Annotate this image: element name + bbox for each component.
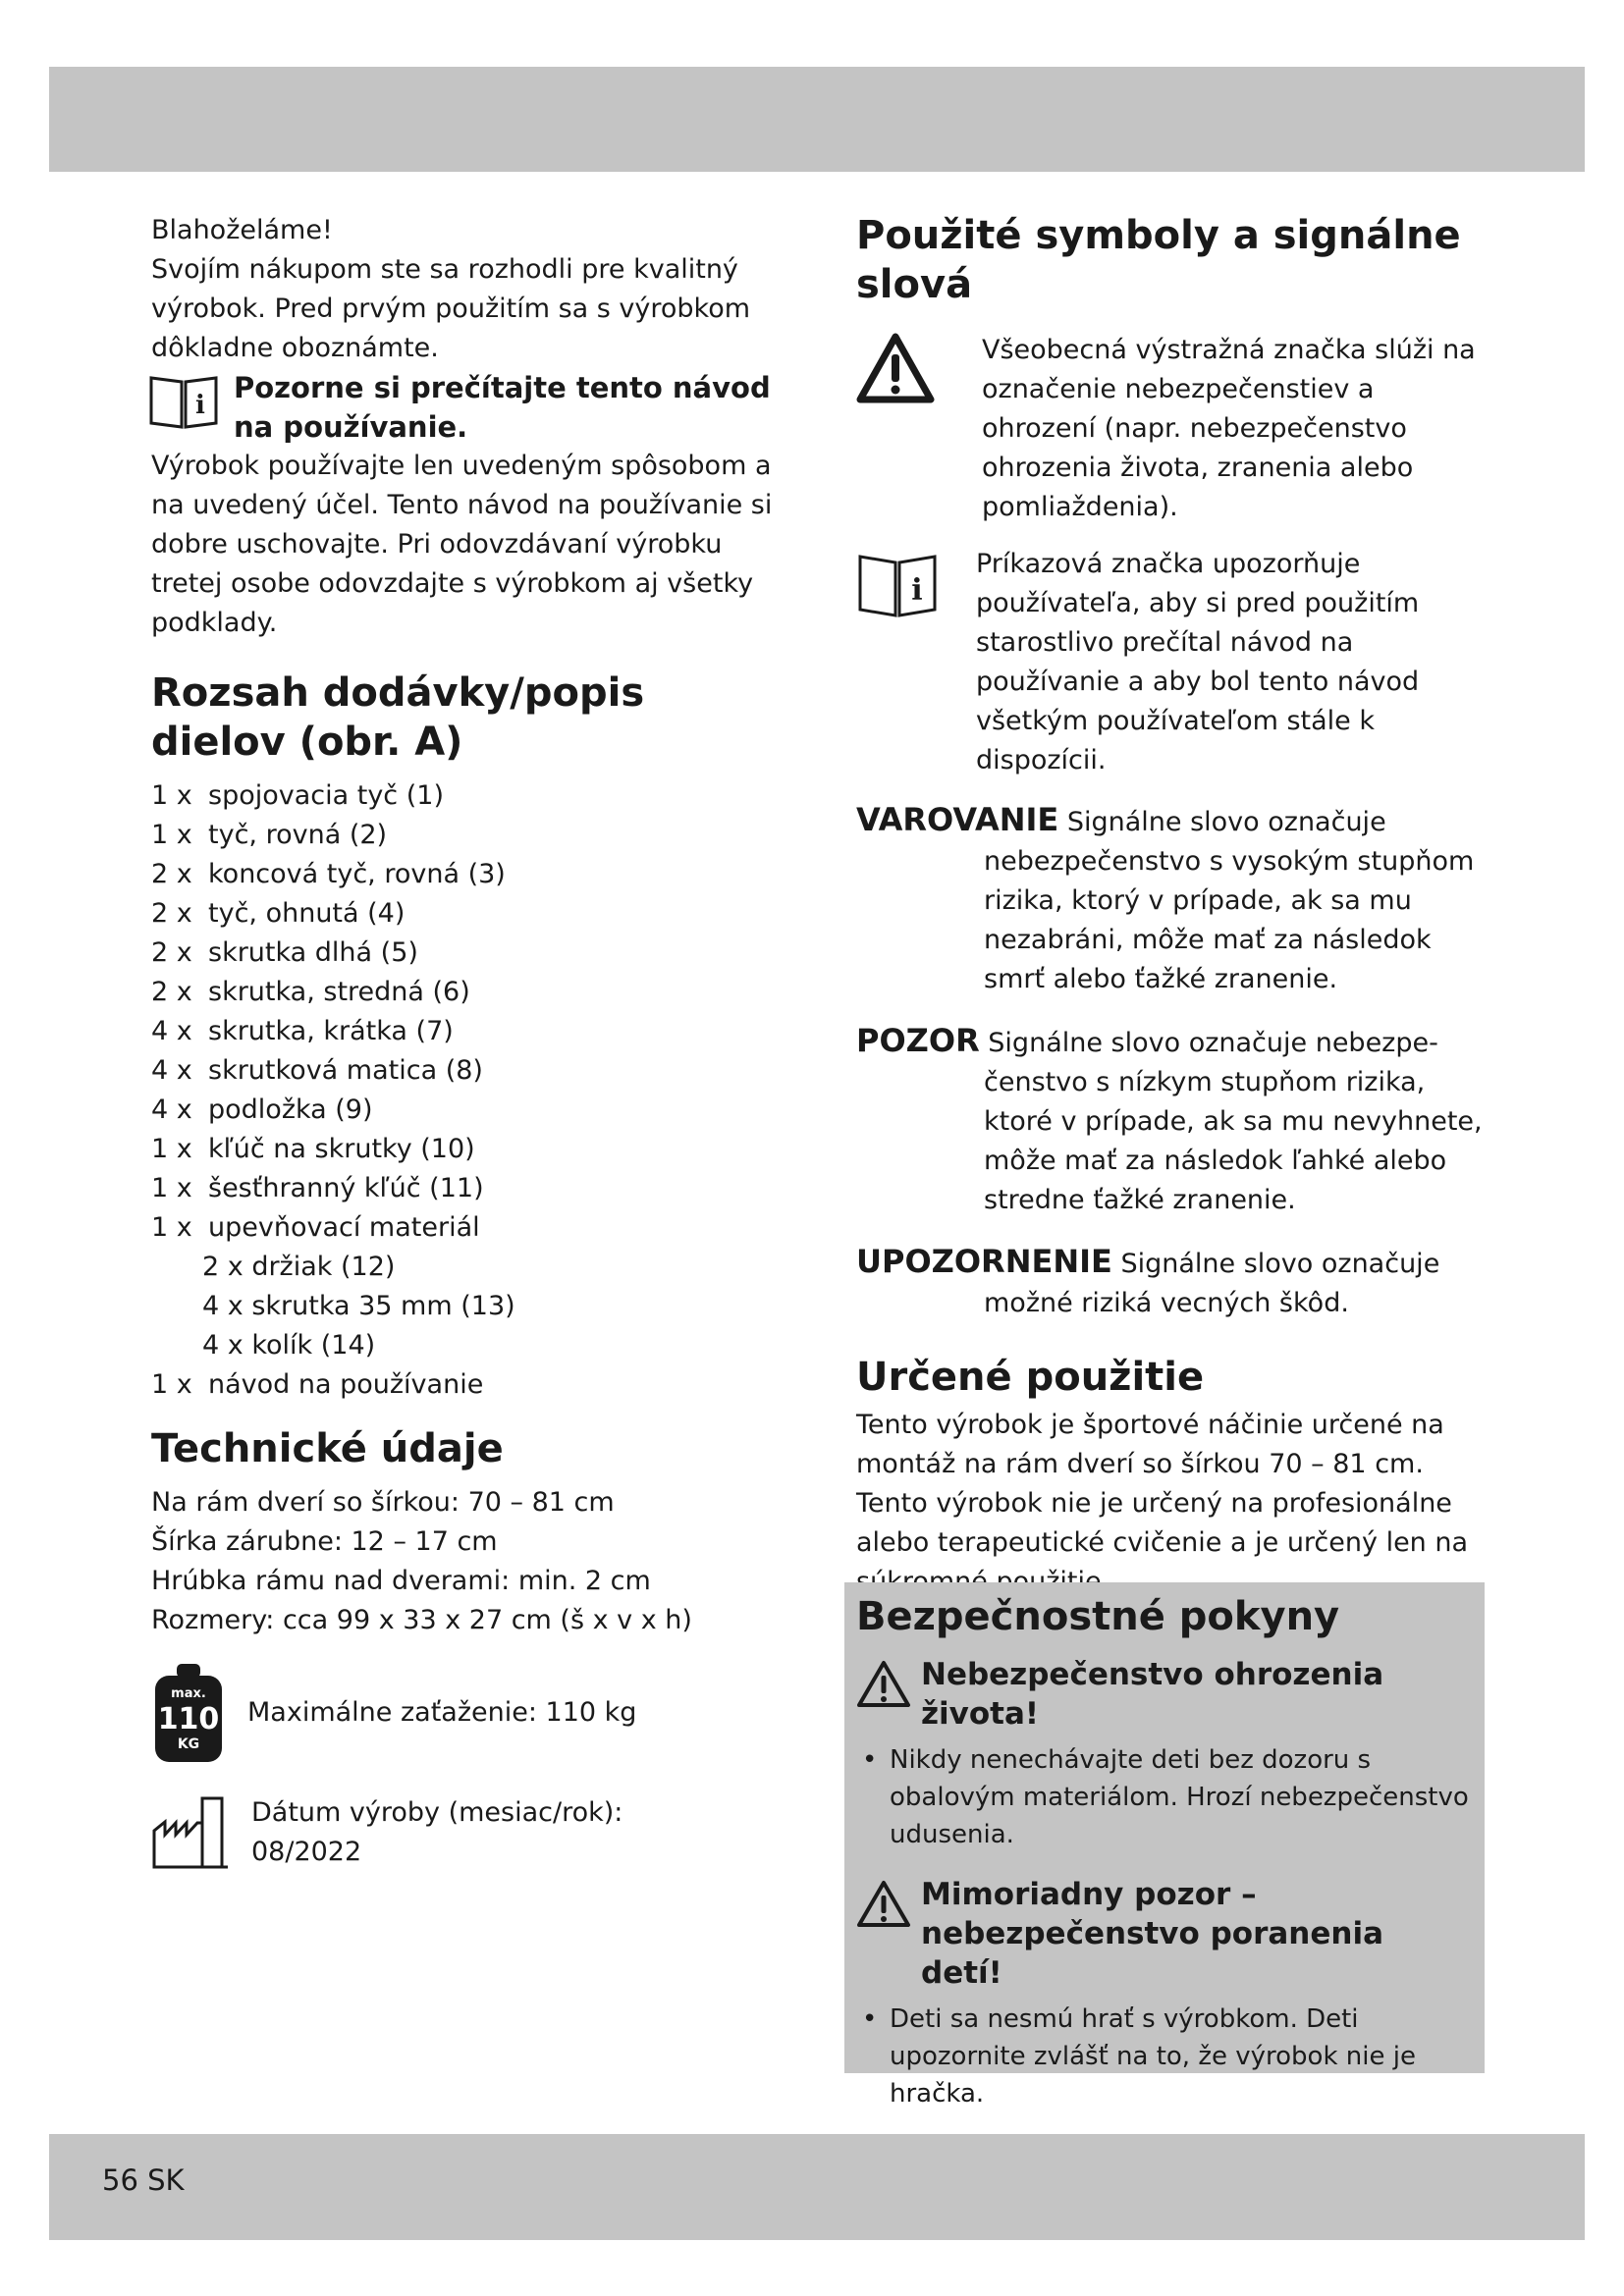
- usage-paragraph: Výrobok používajte len uvedeným spôsobom a na uvedený účel. Tento návod na používanie si dobre uschovajte. Pri odovzdávaní výrobku tretej osobe odovzdajte s výrobkom aj všetky podklady.: [151, 451, 773, 638]
- signal-text-rest: čenstvo s nízkym stupňom rizika, ktoré v prípade, ak sa mu nevyhnete, môže mať za následok ľahké alebo stredne ťažké zranenie.: [984, 1067, 1483, 1215]
- item-quantity: 2 x: [151, 898, 192, 929]
- item-quantity: 1 x: [151, 780, 192, 811]
- safety-warning: [856, 1875, 1471, 1993]
- technical-heading: Technické údaje: [151, 1426, 504, 1471]
- safety-heading: Bezpečnostné pokyny: [856, 1594, 1340, 1639]
- list-item: [151, 934, 789, 973]
- signal-text-rest: možné riziká vecných škôd.: [984, 1288, 1349, 1318]
- manual-book-icon: [147, 370, 220, 431]
- manual-symbol-row: [856, 545, 1485, 780]
- item-name: skrutka, krátka (7): [208, 1016, 454, 1046]
- item-name: upevňovací materiál: [208, 1212, 480, 1243]
- warning-triangle-icon: [856, 331, 988, 439]
- item-name: skrutka dlhá (5): [208, 937, 418, 968]
- item-name: návod na používanie: [208, 1369, 484, 1400]
- item-quantity: 2 x: [151, 937, 192, 968]
- technical-lines: [151, 1483, 789, 1640]
- list-item: [151, 1012, 789, 1051]
- item-name: 4 x skrutka 35 mm (13): [202, 1291, 515, 1321]
- weight-icon-top: max.: [171, 1686, 206, 1701]
- manual-book-icon: [856, 545, 988, 623]
- footer-band: [49, 2134, 1585, 2240]
- item-name: podložka (9): [208, 1095, 373, 1125]
- warning-bullet: • Nikdy nenechávajte deti bez dozoru s obalovým materiálom. Hrozí nebezpečenstvo udusenia.: [856, 1741, 1471, 1853]
- factory-icon: [151, 1795, 230, 1870]
- item-quantity: 1 x: [151, 1134, 192, 1164]
- svg-text:i: i: [911, 573, 923, 608]
- technical-line: Na rám dverí so šírkou: 70 – 81 cm: [151, 1487, 615, 1518]
- warning-bullet-text: Nikdy nenechávajte deti bez dozoru s obalovým materiálom. Hrozí nebezpečenstvo udusenia.: [890, 1745, 1469, 1849]
- max-load-row: [151, 1662, 789, 1764]
- read-manual-notice: [147, 368, 789, 447]
- list-item: [151, 894, 789, 934]
- warning-symbol-row: [856, 331, 1485, 527]
- item-name: 2 x držiak (12): [202, 1252, 396, 1282]
- header-band: [49, 67, 1585, 172]
- left-column: [151, 211, 789, 1872]
- list-item: [151, 855, 789, 894]
- manual-symbol-text: Príkazová značka upozorňuje používateľa, aby si pred použitím starostlivo prečítal návod na používanie a aby bol tento návod všetkým používateľom stále k dispozícii.: [976, 549, 1420, 775]
- warning-title: Nebezpečenstvo ohrozenia života!: [921, 1657, 1384, 1732]
- list-item: [151, 973, 789, 1012]
- list-item: [151, 1051, 789, 1091]
- intended-use-text: Tento výrobok je športové náčinie určené na montáž na rám dverí so šírkou 70 – 81 cm. Tento výrobok nie je určený na profesionálne alebo terapeutické cvičenie a je určený len na: [856, 1410, 1469, 1558]
- item-quantity: 4 x: [151, 1016, 192, 1046]
- technical-line: Rozmery: cca 99 x 33 x 27 cm (š x v x h): [151, 1605, 692, 1635]
- item-name: kľúč na skrutky (10): [208, 1134, 475, 1164]
- signal-text-first: Signálne slovo označuje nebezpe-: [988, 1028, 1438, 1058]
- manufacture-date: 08/2022: [251, 1837, 362, 1867]
- item-quantity: 1 x: [151, 1173, 192, 1203]
- item-quantity: 2 x: [151, 859, 192, 889]
- signal-word: POZOR: [856, 1022, 980, 1059]
- signal-word: UPOZORNENIE: [856, 1243, 1112, 1280]
- list-item: [151, 816, 789, 855]
- list-item: [151, 1208, 789, 1248]
- list-item: [151, 1287, 789, 1326]
- manufacture-row: [151, 1793, 789, 1872]
- symbols-heading: Použité symboly a signálne slová: [856, 213, 1461, 307]
- weight-icon-value: 110: [157, 1702, 220, 1736]
- list-item: [151, 1248, 789, 1287]
- list-item: [151, 1169, 789, 1208]
- notice-text: Pozorne si prečítajte tento návod na používanie.: [234, 371, 771, 444]
- manufacture-label: Dátum výroby (mesiac/rok):: [251, 1797, 623, 1828]
- svg-text:i: i: [195, 391, 205, 420]
- weight-icon: [151, 1662, 226, 1764]
- item-quantity: 4 x: [151, 1095, 192, 1125]
- warning-bullet-text: Deti sa nesmú hrať s výrobkom. Deti upozornite zvlášť na to, že výrobok nie je hračka.: [890, 2004, 1416, 2109]
- item-name: šesťhranný kľúč (11): [208, 1173, 484, 1203]
- technical-line: Šírka zárubne: 12 – 17 cm: [151, 1526, 498, 1557]
- safety-warning: [856, 1655, 1471, 1734]
- signal-text-first: Signálne slovo označuje: [1120, 1249, 1440, 1279]
- warning-triangle-icon: [856, 1879, 911, 1928]
- list-item: [151, 1130, 789, 1169]
- scope-list: [151, 776, 789, 1405]
- signal-word: VAROVANIE: [856, 801, 1059, 838]
- warning-symbol-text: Všeobecná výstražná značka slúži na označenie nebezpečenstiev a ohrození (napr. nebezpečenstvo ohrozenia života, zranenia alebo pomliaždenia).: [982, 335, 1476, 522]
- item-quantity: 1 x: [151, 1369, 192, 1400]
- intended-use-heading: Určené použitie: [856, 1355, 1205, 1400]
- item-quantity: 1 x: [151, 1212, 192, 1243]
- weight-icon-unit: KG: [177, 1736, 200, 1752]
- item-quantity: 4 x: [151, 1055, 192, 1086]
- list-item: [151, 1326, 789, 1365]
- list-item: [151, 776, 789, 816]
- list-item: [151, 1091, 789, 1130]
- item-name: tyč, ohnutá (4): [208, 898, 406, 929]
- item-quantity: 1 x: [151, 820, 192, 850]
- page-number: 56 SK: [102, 2163, 185, 2197]
- safety-box: [844, 1582, 1485, 2109]
- signal-text-first: Signálne slovo označuje: [1066, 807, 1386, 837]
- signal-upozornenie: [856, 1242, 1485, 1323]
- item-name: skrutková matica (8): [208, 1055, 483, 1086]
- signal-pozor: [856, 1021, 1485, 1220]
- scope-heading: Rozsah dodávky/popis dielov (obr. A): [151, 670, 645, 765]
- intro-paragraph: Svojím nákupom ste sa rozhodli pre kvalitný výrobok. Pred prvým použitím sa s výrobkom dôkladne oboznámte.: [151, 254, 751, 363]
- signal-text-rest: nebezpečenstvo s vysokým stupňom rizika, ktorý v prípade, ak sa mu nezabráni, môže mať za následok smrť alebo ťažké zranenie.: [984, 846, 1475, 994]
- right-column: [856, 211, 1485, 1602]
- signal-varovanie: [856, 800, 1485, 999]
- list-item: [151, 1365, 789, 1405]
- warning-title: Mimoriadny pozor – nebezpečenstvo poranenia detí!: [921, 1877, 1384, 1991]
- warning-bullet: • Deti sa nesmú hrať s výrobkom. Deti upozornite zvlášť na to, že výrobok nie je hračka.: [856, 2001, 1471, 2112]
- item-name: skrutka, stredná (6): [208, 977, 470, 1007]
- item-name: spojovacia tyč (1): [208, 780, 444, 811]
- item-name: 4 x kolík (14): [202, 1330, 376, 1361]
- warning-triangle-icon: [856, 1659, 911, 1708]
- item-quantity: 2 x: [151, 977, 192, 1007]
- technical-line: Hrúbka rámu nad dverami: min. 2 cm: [151, 1566, 651, 1596]
- greeting: Blahoželáme!: [151, 215, 333, 245]
- item-name: tyč, rovná (2): [208, 820, 388, 850]
- item-name: koncová tyč, rovná (3): [208, 859, 506, 889]
- max-load-text: Maximálne zaťaženie: 110 kg: [247, 1697, 637, 1728]
